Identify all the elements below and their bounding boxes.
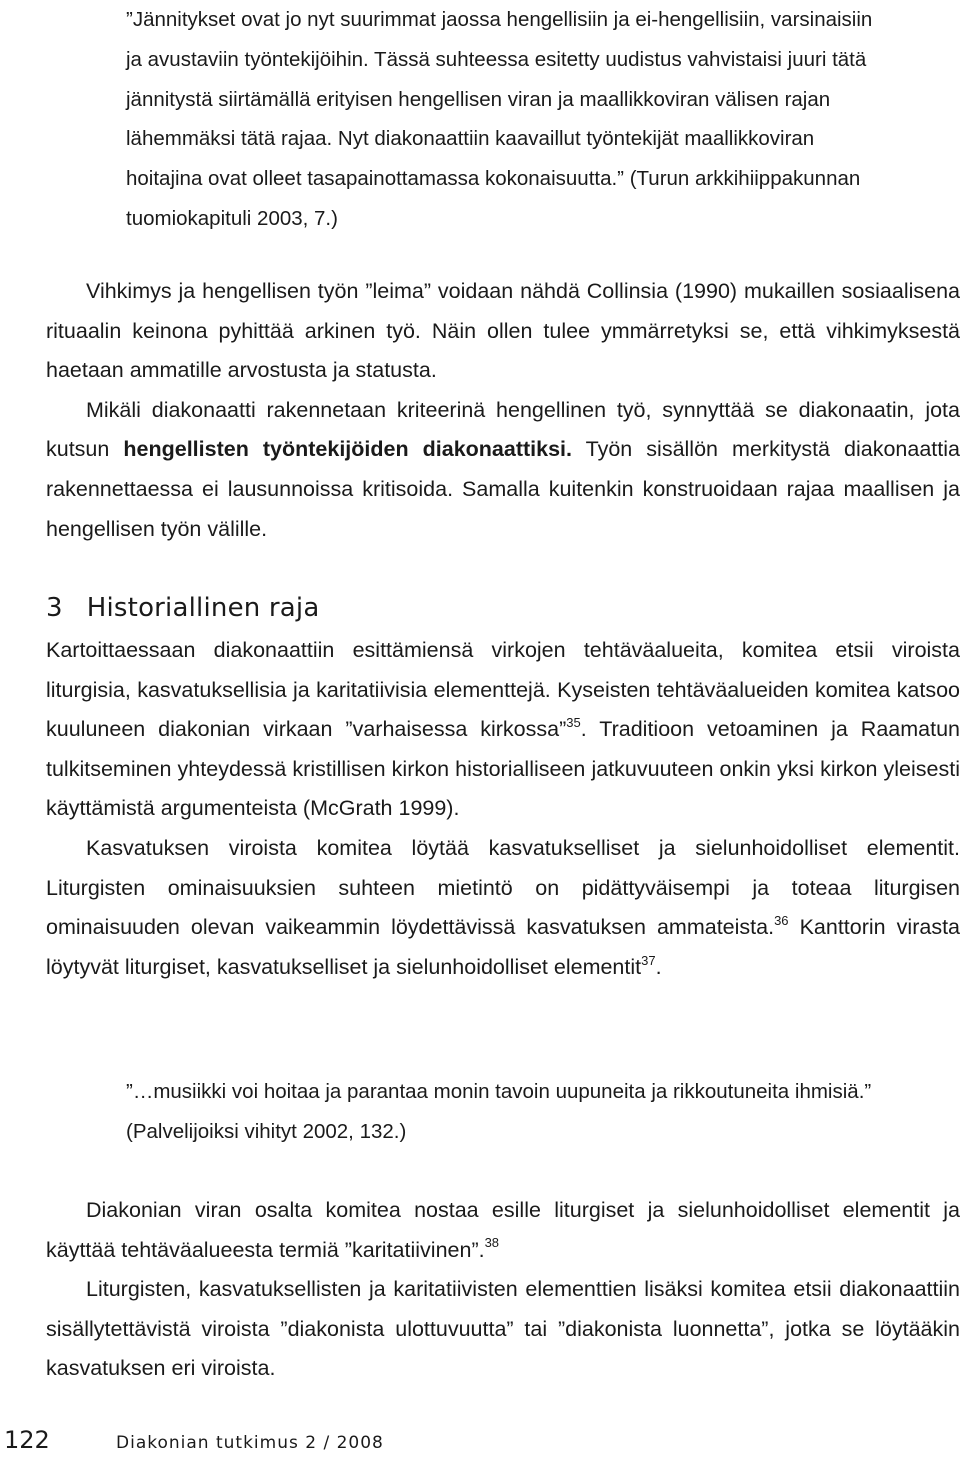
paragraph-liturgisten: Liturgisten, kasvatuksellisten ja karitatiivisten elementtien lisäksi komitea etsii diakonaattiin sisällytettävistä viroista ”diakonista ulottuvuutta” tai ”diakonista luonnetta”, jotka se löytääkin kasvatuksen eri viroista. [46, 1277, 960, 1381]
body-text-upper [46, 272, 960, 549]
paragraph-kartoittaessaan: Kartoittaessaan diakonaattiin esittämiensä virkojen tehtäväalueita, komitea etsii viroista liturgisia, kasvatuksellisia ja karitatiivisia elementtejä. Kyseisten tehtäväalueiden komitea katsoo kuuluneen diakonian virkaan ”varhaisessa kirkossa”$^{35}$. Traditioon vetoaminen ja Raamatun tulkitseminen yhteydessä kristillisen kirkon historialliseen jatkuvuuteen onkin yksi kirkon yleisesti käyttämistä argumenteista (McGrath 1999). [46, 638, 960, 821]
section-heading [46, 588, 320, 628]
quote-paragraph: ”…musiikki voi hoitaa ja parantaa monin tavoin uupuneita ja rikkoutuneita ihmisiä.” (Palvelijoiksi vihityt 2002, 132.) [126, 1080, 872, 1143]
footnote-ref: 38 [484, 1235, 500, 1251]
quote-paragraph: ”Jännitykset ovat jo nyt suurimmat jaossa hengellisiin ja ei-hengellisiin, varsinaisiin ja avustaviin työntekijöihin. Tässä suhteessa esitetty uudistus vahvistaisi juuri tätä jännitystä siirtämällä erityisen hengellisen viran ja maallikkoviran välisen rajan lähemmäksi tätä rajaa. Nyt diakonaattiin kaavaillut työntekijät maallikkoviran hoitajina ovat olleet tasapainottamassa kokonaisuutta.” (Turun arkkihiippakunnan tuomiokapituli 2003, 7.) [126, 8, 873, 230]
paragraph-vihkimys: Vihkimys ja hengellisen työn ”leima” voidaan nähdä Collinsia (1990) mukaillen sosiaalisena rituaalin keinona pyhittää arkinen työ. Näin ollen tulee ymmärretyksi se, että vihkimyksestä haetaan ammatille arvostusta ja statusta. [46, 279, 960, 383]
footnote-ref: 36 [774, 913, 789, 928]
paragraph-mikali: Mikäli diakonaatti rakennetaan kriteerinä hengellinen työ, synnyttää se diakonaatin, jota kutsun hengellisten työntekijöiden diakonaattiksi. Työn sisällön merkitystä diakonaattia rakennettaessa ei lausunnoissa kritisoida. Samalla kuitenkin konstruoidaan rajaa maallisen ja hengellisen työn välille. [46, 397, 960, 541]
section-number: 3 [46, 593, 63, 623]
body-text-section [46, 631, 960, 987]
block-quote-musiikki [126, 1072, 890, 1152]
footnote-ref: 37 [641, 952, 656, 968]
journal-title: Diakonian tutkimus 2 / 2008 [116, 1433, 384, 1453]
bold-term: hengellisten työntekijöiden diakonaattiksi. [123, 437, 572, 462]
block-quote-consistory [126, 0, 890, 239]
paragraph-diakonian-viran: Diakonian viran osalta komitea nostaa esille liturgiset ja sielunhoidolliset elementit ja käyttää tehtäväalueesta termiä ”karitatiivinen”.$^{38}$ [46, 1198, 960, 1262]
paragraph-kasvatuksen: Kasvatuksen viroista komitea löytää kasvatukselliset ja sielunhoidolliset elementit. Liturgisten ominaisuuksien suhteen mietintö on pidättyväisempi ja toteaa liturgisen ominaisuuden olevan vaikeammin löydettävissä kasvatuksen ammateista.$^{36}$ Kanttorin virasta löytyvät liturgiset, kasvatukselliset ja sielunhoidolliset elementit$^{37}$. [46, 835, 960, 979]
section-title: Historiallinen raja [86, 593, 320, 623]
page-number: 122 [4, 1426, 50, 1454]
body-text-lower [46, 1191, 960, 1389]
footnote-ref: 35 [566, 715, 581, 731]
